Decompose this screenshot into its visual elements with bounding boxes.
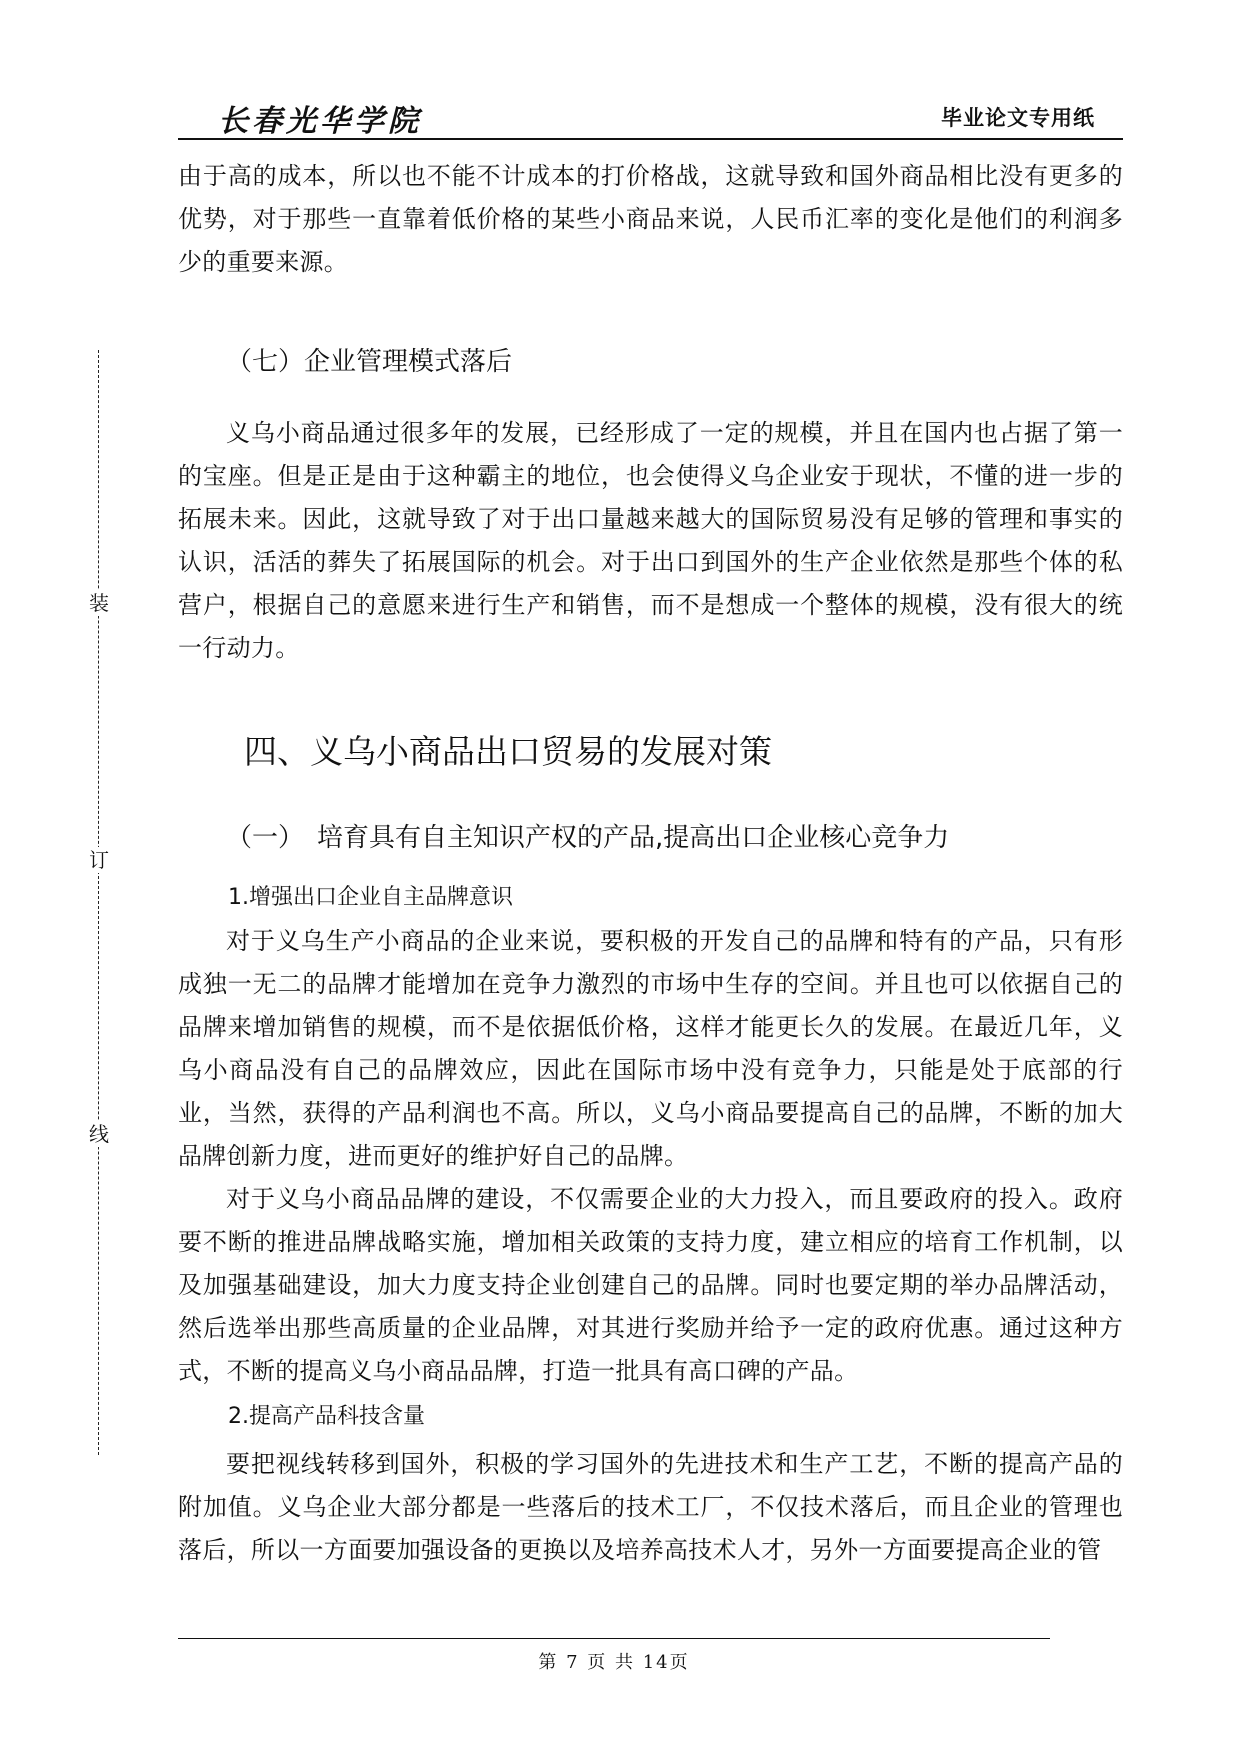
document-body bbox=[178, 155, 1123, 1572]
paragraph-brand-awareness: 对于义乌生产小商品的企业来说，要积极的开发自己的品牌和特有的产品，只有形成独一无二的品牌才能增加在竞争力激烈的市场中生存的空间。并且也可以依据自己的品牌来增加销售的规模，而不是依据低价格，这样才能更长久的发展。在最近几年，义乌小商品没有自己的品牌效应，因此在国际市场中没有竞争力，只能是处于底部的行业，当然，获得的产品利润也不高。所以，义乌小商品要提高自己的品牌，不断的加大品牌创新力度，进而更好的维护好自己的品牌。 bbox=[178, 927, 1123, 1170]
heading-item-2: 2.提高产品科技含量 bbox=[228, 1404, 425, 1429]
heading-section-seven: （七）企业管理模式落后 bbox=[226, 347, 513, 377]
paper-label: 毕业论文专用纸 bbox=[941, 106, 1095, 130]
school-name: 长春光华学院 bbox=[218, 104, 422, 139]
paragraph-technology: 要把视线转移到国外，积极的学习国外的先进技术和生产工艺，不断的提高产品的附加值。义乌企业大部分都是一些落后的技术工厂，不仅技术落后，而且企业的管理也落后，所以一方面要加强设备的更换以及培养高技术人才，另外一方面要提高企业的管 bbox=[178, 1450, 1123, 1564]
heading-chapter-four: 四、义乌小商品出口贸易的发展对策 bbox=[244, 732, 772, 771]
binding-char-ding: 订 bbox=[89, 848, 109, 872]
page-number: 第 7 页 共 14页 bbox=[538, 1652, 690, 1673]
paragraph-management: 义乌小商品通过很多年的发展，已经形成了一定的规模，并且在国内也占据了第一的宝座。但是正是由于这种霸主的地位，也会使得义乌企业安于现状，不懂的进一步的拓展未来。因此，这就导致了对于出口量越来越大的国际贸易没有足够的管理和事实的认识，活活的葬失了拓展国际的机会。对于出口到国外的生产企业依然是那些个体的私营户，根据自己的意愿来进行生产和销售，而不是想成一个整体的规模，没有很大的统一行动力。 bbox=[178, 419, 1123, 662]
heading-subsection-one: （一） 培育具有自主知识产权的产品,提高出口企业核心竞争力 bbox=[226, 823, 950, 853]
binding-char-zhuang: 装 bbox=[89, 591, 109, 615]
page-header bbox=[178, 88, 1123, 140]
footer-rule bbox=[178, 1638, 1050, 1639]
binding-dashed-line bbox=[98, 350, 99, 1455]
binding-char-xian: 线 bbox=[89, 1122, 109, 1146]
heading-item-1: 1.增强出口企业自主品牌意识 bbox=[228, 885, 513, 910]
paragraph-brand-construction: 对于义乌小商品品牌的建设，不仅需要企业的大力投入，而且要政府的投入。政府要不断的推进品牌战略实施，增加相关政策的支持力度，建立相应的培育工作机制，以及加强基础建设，加大力度支持企业创建自己的品牌。同时也要定期的举办品牌活动，然后选举出那些高质量的企业品牌，对其进行奖励并给予一定的政府优惠。通过这种方式，不断的提高义乌小商品品牌，打造一批具有高口碑的产品。 bbox=[178, 1185, 1123, 1385]
paragraph-cost: 由于高的成本，所以也不能不计成本的打价格战，这就导致和国外商品相比没有更多的优势，对于那些一直靠着低价格的某些小商品来说，人民币汇率的变化是他们的利润多少的重要来源。 bbox=[178, 162, 1123, 276]
